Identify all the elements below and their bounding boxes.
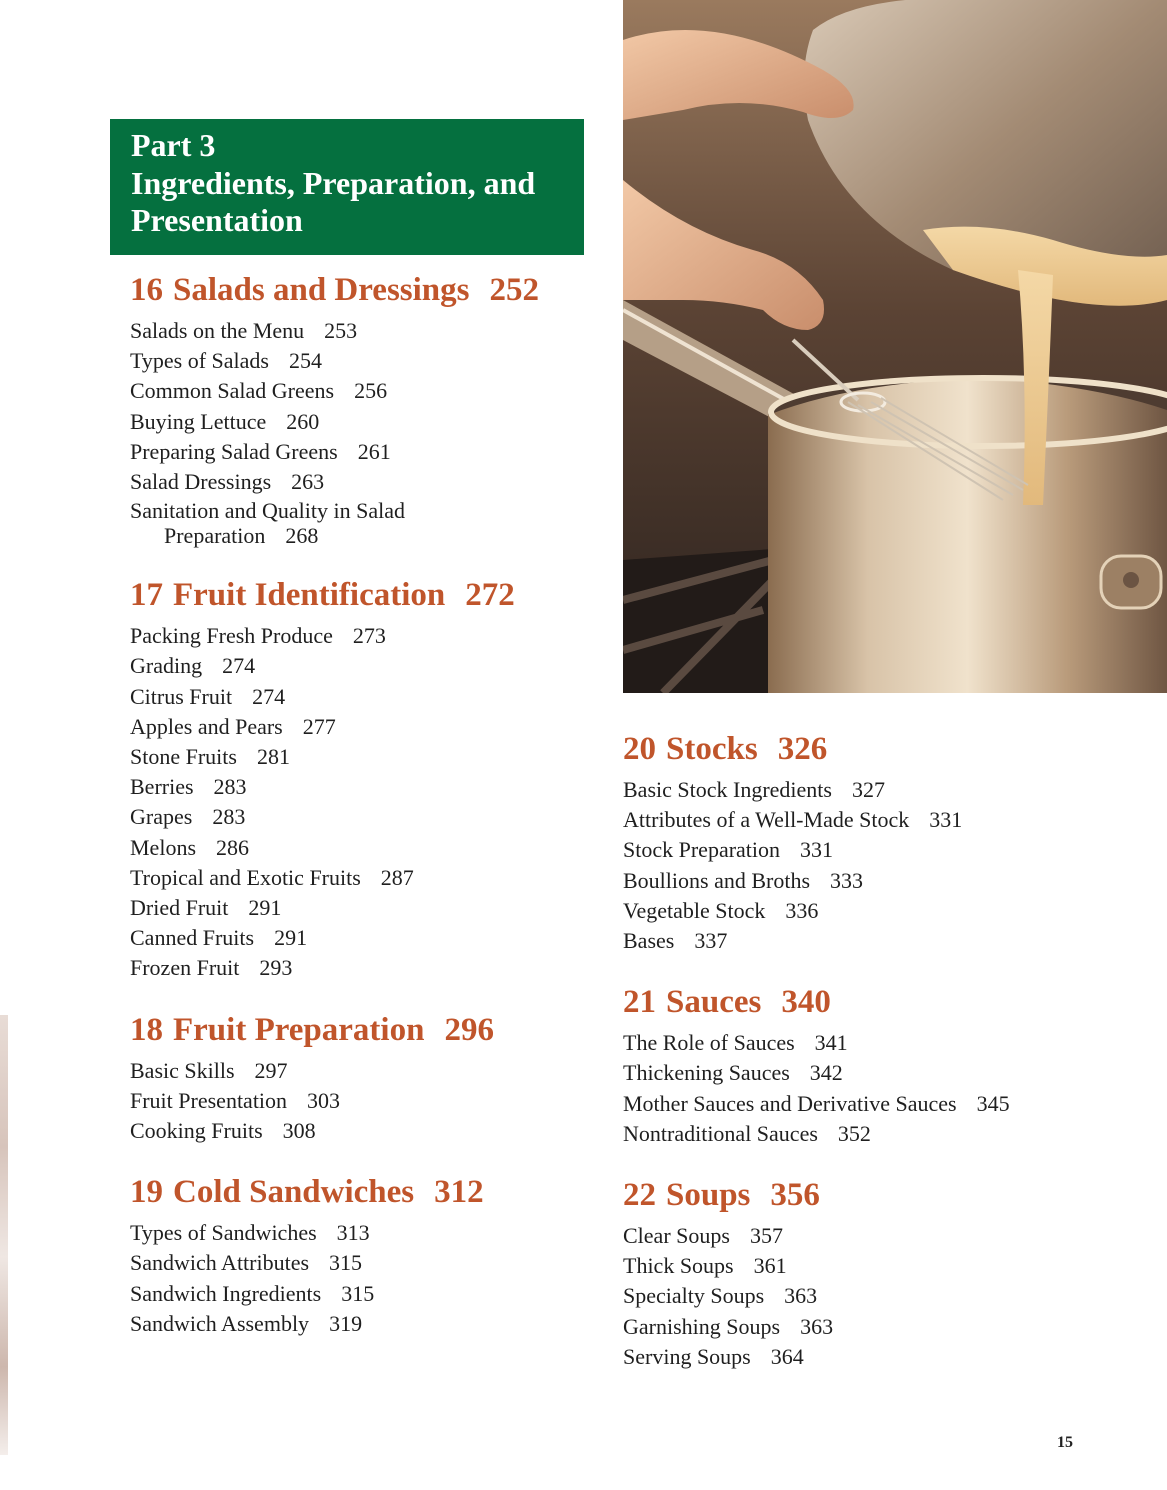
toc-entry[interactable] (623, 1221, 1143, 1251)
part-label: Part 3 (131, 127, 216, 163)
entry-page: 361 (753, 1253, 787, 1279)
toc-entry[interactable] (130, 893, 600, 923)
entry-title: Common Salad Greens (130, 378, 335, 404)
entry-title: Types of Salads (130, 348, 269, 374)
toc-entry[interactable] (130, 1309, 600, 1339)
toc-entry[interactable] (130, 437, 600, 467)
chapter-number: 19 (130, 1174, 163, 1211)
chapter-19 (130, 1172, 600, 1339)
entry-title: Stone Fruits (130, 744, 237, 770)
toc-entry[interactable] (623, 896, 1143, 926)
entry-title: Frozen Fruit (130, 955, 240, 981)
entry-page: 286 (216, 834, 249, 860)
toc-entry[interactable] (623, 1028, 1143, 1058)
chapter-21-items (623, 1028, 1143, 1149)
chapter-heading[interactable] (130, 1172, 600, 1212)
toc-entry[interactable] (623, 1058, 1143, 1088)
entry-title: Grapes (130, 804, 193, 830)
entry-page: 315 (329, 1250, 363, 1276)
entry-page: 283 (213, 774, 247, 800)
toc-entry[interactable] (623, 866, 1143, 896)
entry-page: 273 (352, 623, 386, 649)
toc-entry[interactable] (623, 1312, 1143, 1342)
entry-page: 331 (929, 807, 963, 833)
entry-title: Thickening Sauces (623, 1060, 790, 1086)
entry-page: 342 (809, 1060, 843, 1086)
toc-entry[interactable] (130, 1218, 600, 1248)
chapter-title: Soups (666, 1177, 751, 1214)
toc-entry[interactable] (130, 1116, 600, 1146)
page-number: 15 (1057, 1434, 1073, 1451)
entry-page: 357 (749, 1223, 783, 1249)
entry-title: Basic Skills (130, 1057, 235, 1083)
toc-right-column (623, 729, 1143, 1372)
toc-entry[interactable] (623, 1251, 1143, 1281)
entry-page: 260 (286, 408, 320, 434)
entry-title: Sandwich Assembly (130, 1310, 310, 1336)
toc-entry[interactable] (130, 682, 600, 712)
entry-title: Cooking Fruits (130, 1118, 263, 1144)
entry-title: Mother Sauces and Derivative Sauces (623, 1090, 957, 1116)
toc-entry[interactable] (130, 376, 600, 406)
part-title-line-2: Presentation (131, 202, 303, 238)
chapter-title: Salads and Dressings (173, 272, 470, 308)
entry-page: 352 (837, 1120, 871, 1146)
toc-entry[interactable] (130, 316, 600, 346)
entry-title: The Role of Sauces (623, 1030, 795, 1056)
photo-sauce-pouring (623, 0, 1167, 693)
toc-entry[interactable] (130, 1086, 600, 1116)
chapter-page: 312 (434, 1174, 484, 1211)
entry-page: 281 (256, 744, 290, 770)
entry-title: Fruit Presentation (130, 1087, 288, 1113)
entry-page: 336 (785, 897, 819, 923)
toc-entry[interactable] (130, 772, 600, 802)
entry-title: Buying Lettuce (130, 408, 267, 434)
entry-title-continued (130, 523, 600, 549)
chapter-20-items (623, 775, 1143, 956)
entry-page: 333 (830, 867, 864, 893)
chapter-heading[interactable] (623, 1175, 1143, 1215)
toc-entry[interactable] (623, 1342, 1143, 1372)
chapter-number: 16 (130, 272, 163, 308)
toc-entry[interactable] (130, 621, 600, 651)
entry-page: 327 (851, 777, 885, 802)
entry-page: 337 (694, 928, 728, 954)
chapter-title: Cold Sandwiches (173, 1174, 415, 1211)
entry-title: Preparing Salad Greens (130, 438, 338, 464)
entry-title: Bases (623, 928, 675, 954)
entry-page: 291 (274, 925, 308, 951)
entry-page: 363 (800, 1313, 834, 1339)
entry-title: Basic Stock Ingredients (623, 777, 832, 802)
entry-page: 277 (302, 713, 336, 739)
entry-page: 297 (254, 1057, 288, 1083)
entry-title: Grading (130, 653, 203, 679)
toc-left-column (130, 270, 600, 1339)
entry-title: Clear Soups (623, 1223, 730, 1249)
entry-page: 313 (336, 1220, 370, 1246)
chapter-page: 340 (781, 984, 831, 1021)
toc-entry[interactable] (130, 467, 600, 497)
entry-title: Serving Soups (623, 1343, 751, 1369)
toc-entry[interactable] (130, 923, 600, 953)
entry-title: Sandwich Attributes (130, 1250, 310, 1276)
chapter-18 (130, 1010, 600, 1147)
chapter-20 (623, 729, 1143, 956)
entry-title: Types of Sandwiches (130, 1220, 317, 1246)
chapter-title: Sauces (666, 984, 762, 1021)
chapter-17 (130, 575, 600, 983)
chapter-title: Stocks (666, 731, 758, 767)
entry-page: 345 (976, 1090, 1010, 1116)
chapter-heading[interactable] (623, 982, 1143, 1022)
toc-entry[interactable] (130, 712, 600, 742)
entry-page: 274 (222, 653, 256, 679)
entry-title: Vegetable Stock (623, 897, 766, 923)
entry-title: Apples and Pears (130, 713, 283, 739)
chapter-19-items (130, 1218, 600, 1339)
chapter-heading[interactable] (130, 575, 600, 615)
entry-title: Berries (130, 774, 194, 800)
entry-title: Thick Soups (623, 1253, 734, 1279)
toc-entry[interactable] (130, 1248, 600, 1278)
chapter-17-items (130, 621, 600, 983)
toc-entry[interactable] (130, 346, 600, 376)
chapter-title: Fruit Identification (173, 577, 446, 614)
entry-title-cont-text: Preparation (164, 523, 266, 549)
part-banner (110, 119, 584, 255)
part-title-line-1: Ingredients, Preparation, and (131, 164, 536, 201)
chapter-number: 22 (623, 1177, 656, 1214)
entry-title: Dried Fruit (130, 895, 229, 921)
toc-entry[interactable] (130, 802, 600, 832)
chapter-page: 296 (444, 1011, 494, 1048)
toc-entry[interactable] (623, 1119, 1143, 1149)
entry-page: 274 (252, 683, 286, 709)
toc-entry[interactable] (130, 953, 600, 983)
chapter-16 (130, 270, 600, 549)
entry-title: Attributes of a Well-Made Stock (623, 807, 910, 833)
chapter-16-items (130, 316, 600, 549)
entry-page: 293 (259, 955, 293, 981)
chapter-21 (623, 982, 1143, 1149)
entry-title: Nontraditional Sauces (623, 1120, 818, 1146)
entry-title: Stock Preparation (623, 837, 781, 863)
chapter-title: Fruit Preparation (173, 1011, 425, 1048)
entry-title: Salads on the Menu (130, 318, 305, 343)
entry-page: 303 (307, 1087, 341, 1113)
entry-page: 283 (212, 804, 246, 830)
entry-page: 308 (282, 1118, 316, 1144)
chapter-page: 356 (770, 1177, 820, 1214)
entry-page: 319 (329, 1310, 363, 1336)
chapter-22 (623, 1175, 1143, 1372)
toc-entry[interactable] (130, 833, 600, 863)
chapter-18-items (130, 1056, 600, 1147)
entry-page: 291 (248, 895, 282, 921)
toc-entry[interactable] (623, 1089, 1143, 1119)
entry-page: 364 (770, 1343, 804, 1369)
chapter-number: 18 (130, 1011, 163, 1048)
entry-title: Sanitation and Quality in Salad (130, 498, 405, 524)
adjacent-page-photo-edge (0, 1015, 8, 1455)
entry-page: 268 (285, 523, 319, 549)
toc-entry[interactable] (130, 407, 600, 437)
toc-entry[interactable] (130, 742, 600, 772)
toc-entry[interactable] (130, 497, 600, 549)
toc-entry[interactable] (623, 1281, 1143, 1311)
entry-title: Specialty Soups (623, 1283, 765, 1309)
entry-page: 253 (324, 318, 358, 343)
entry-title: Garnishing Soups (623, 1313, 781, 1339)
toc-entry[interactable] (130, 1279, 600, 1309)
chapter-number: 17 (130, 577, 163, 614)
toc-entry[interactable] (623, 926, 1143, 956)
entry-page: 363 (784, 1283, 818, 1309)
entry-page: 315 (341, 1280, 375, 1306)
chapter-page: 272 (465, 577, 515, 614)
chapter-page: 326 (777, 731, 828, 767)
toc-entry[interactable] (130, 863, 600, 893)
chapter-number: 20 (623, 731, 656, 767)
entry-title: Sandwich Ingredients (130, 1280, 322, 1306)
toc-entry[interactable] (623, 835, 1143, 865)
toc-entry[interactable] (623, 775, 1143, 805)
entry-title: Packing Fresh Produce (130, 623, 333, 649)
chapter-heading[interactable] (130, 1010, 600, 1050)
toc-entry[interactable] (130, 1056, 600, 1086)
entry-title: Melons (130, 834, 196, 860)
entry-page: 331 (800, 837, 834, 863)
chapter-number: 21 (623, 984, 656, 1021)
entry-page: 256 (354, 378, 388, 404)
entry-page: 261 (357, 438, 391, 464)
chapter-page: 252 (489, 272, 540, 308)
entry-title: Citrus Fruit (130, 683, 233, 709)
entry-page: 263 (291, 469, 325, 495)
entry-title: Boullions and Broths (623, 867, 811, 893)
chapter-22-items (623, 1221, 1143, 1372)
entry-page: 287 (380, 864, 414, 890)
chapter-heading[interactable] (623, 729, 1143, 769)
entry-title: Canned Fruits (130, 925, 255, 951)
toc-entry[interactable] (623, 805, 1143, 835)
chapter-heading[interactable] (130, 270, 600, 310)
entry-page: 341 (814, 1030, 848, 1056)
entry-title: Salad Dressings (130, 469, 272, 495)
toc-entry[interactable] (130, 651, 600, 681)
entry-page: 254 (289, 348, 322, 374)
entry-title: Tropical and Exotic Fruits (130, 864, 361, 890)
